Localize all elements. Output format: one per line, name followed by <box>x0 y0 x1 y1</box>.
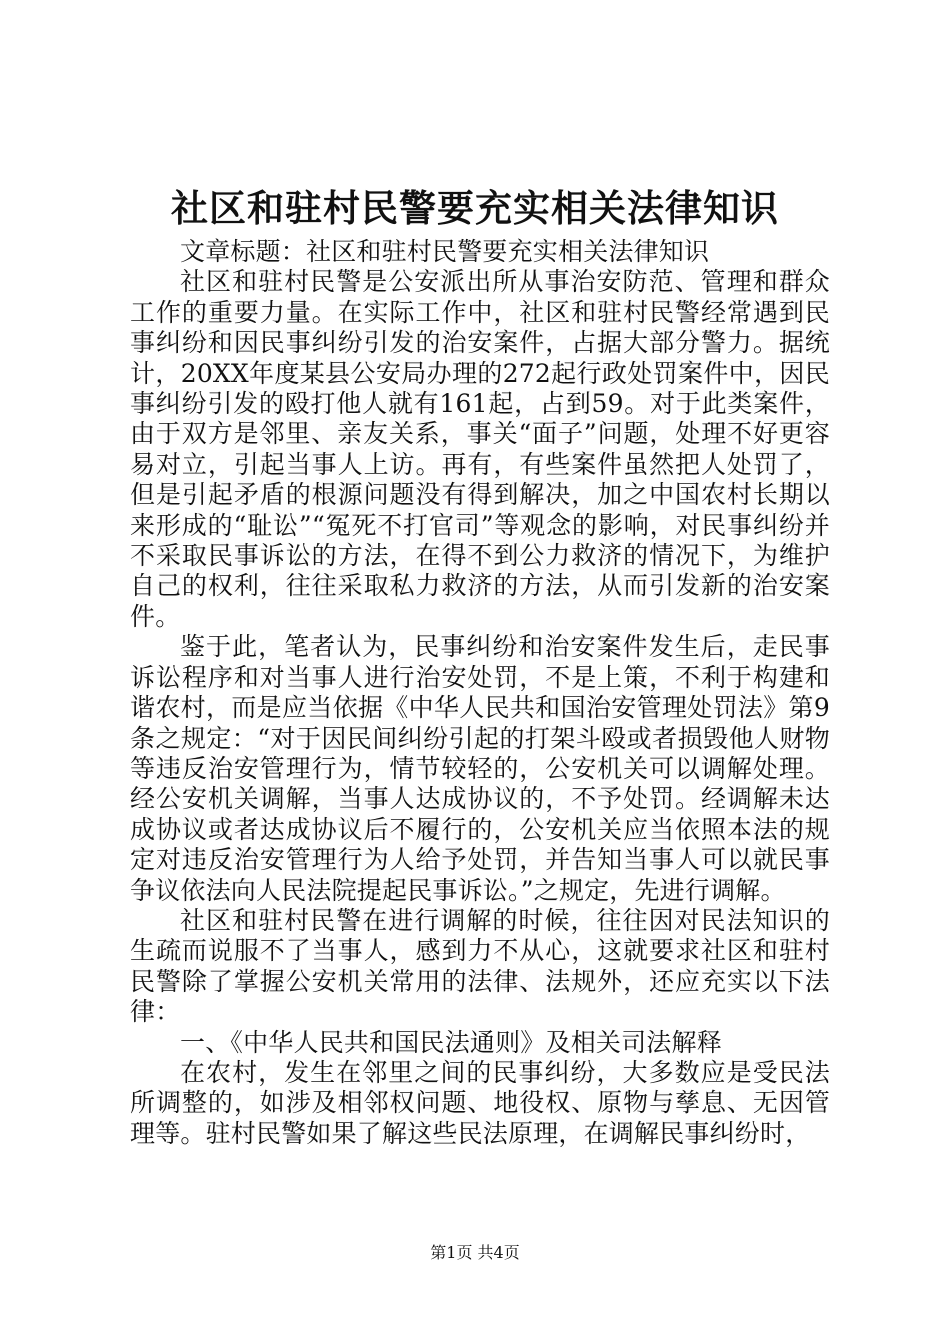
page-footer: 第1页 共4页 <box>430 1243 520 1262</box>
paragraph-requirement: 社区和驻村民警在进行调解的时候，往往因对民法知识的生疏而说服不了当事人，感到力不从心，这就要求社区和驻村民警除了掌握公安机关常用的法律、法规外，还应充实以下法律： <box>130 905 830 1027</box>
section-heading-1: 一、《中华人民共和国民法通则》及相关司法解释 <box>180 1027 722 1057</box>
article-title-line: 文章标题：社区和驻村民警要充实相关法律知识 <box>180 237 710 266</box>
paragraph-intro: 社区和驻村民警是公安派出所从事治安防范、管理和群众工作的重要力量。在实际工作中，社区和驻村民警经常遇到民事纠纷和因民事纠纷引发的治安案件，占据大部分警力。据统计，20XX年度某县公安局办理的272起行政处罚案件中，因民事纠纷引发的殴打他人就有161起，占到59。对于此类案件，由于双方是邻里、亲友关系，事关“面子”问题，处理不好更容易对立，引起当事人上访。再有，有些案件虽然把人处罚了，但是引起矛盾的根源问题没有得到解决，加之中国农村长期以来形成的“耻讼”“冤死不打官司”等观念的影响，对民事纠纷并不采取民事诉讼的方法，在得不到公力救济的情况下，为维护自己的权利，往往采取私力救济的方法，从而引发新的治安案件。 <box>130 267 830 631</box>
paragraph-civil-law: 在农村，发生在邻里之间的民事纠纷，大多数应是受民法所调整的，如涉及相邻权问题、地役权、原物与孳息、无因管理等。驻村民警如果了解这些民法原理，在调解民事纠纷时， <box>130 1057 830 1148</box>
document-body <box>130 237 830 1149</box>
document-title: 社区和驻村民警要充实相关法律知识 <box>171 186 779 230</box>
paragraph-view: 鉴于此，笔者认为，民事纠纷和治安案件发生后，走民事诉讼程序和对当事人进行治安处罚，不是上策，不利于构建和谐农村，而是应当依据《中华人民共和国治安管理处罚法》第9条之规定：“对于因民间纠纷引起的打架斗殴或者损毁他人财物等违反治安管理行为，情节较轻的，公安机关可以调解处理。经公安机关调解，当事人达成协议的，不予处罚。经调解未达成协议或者达成协议后不履行的，公安机关应当依照本法的规定对违反治安管理行为人给予处罚，并告知当事人可以就民事争议依法向人民法院提起民事诉讼。”之规定，先进行调解。 <box>130 632 830 905</box>
